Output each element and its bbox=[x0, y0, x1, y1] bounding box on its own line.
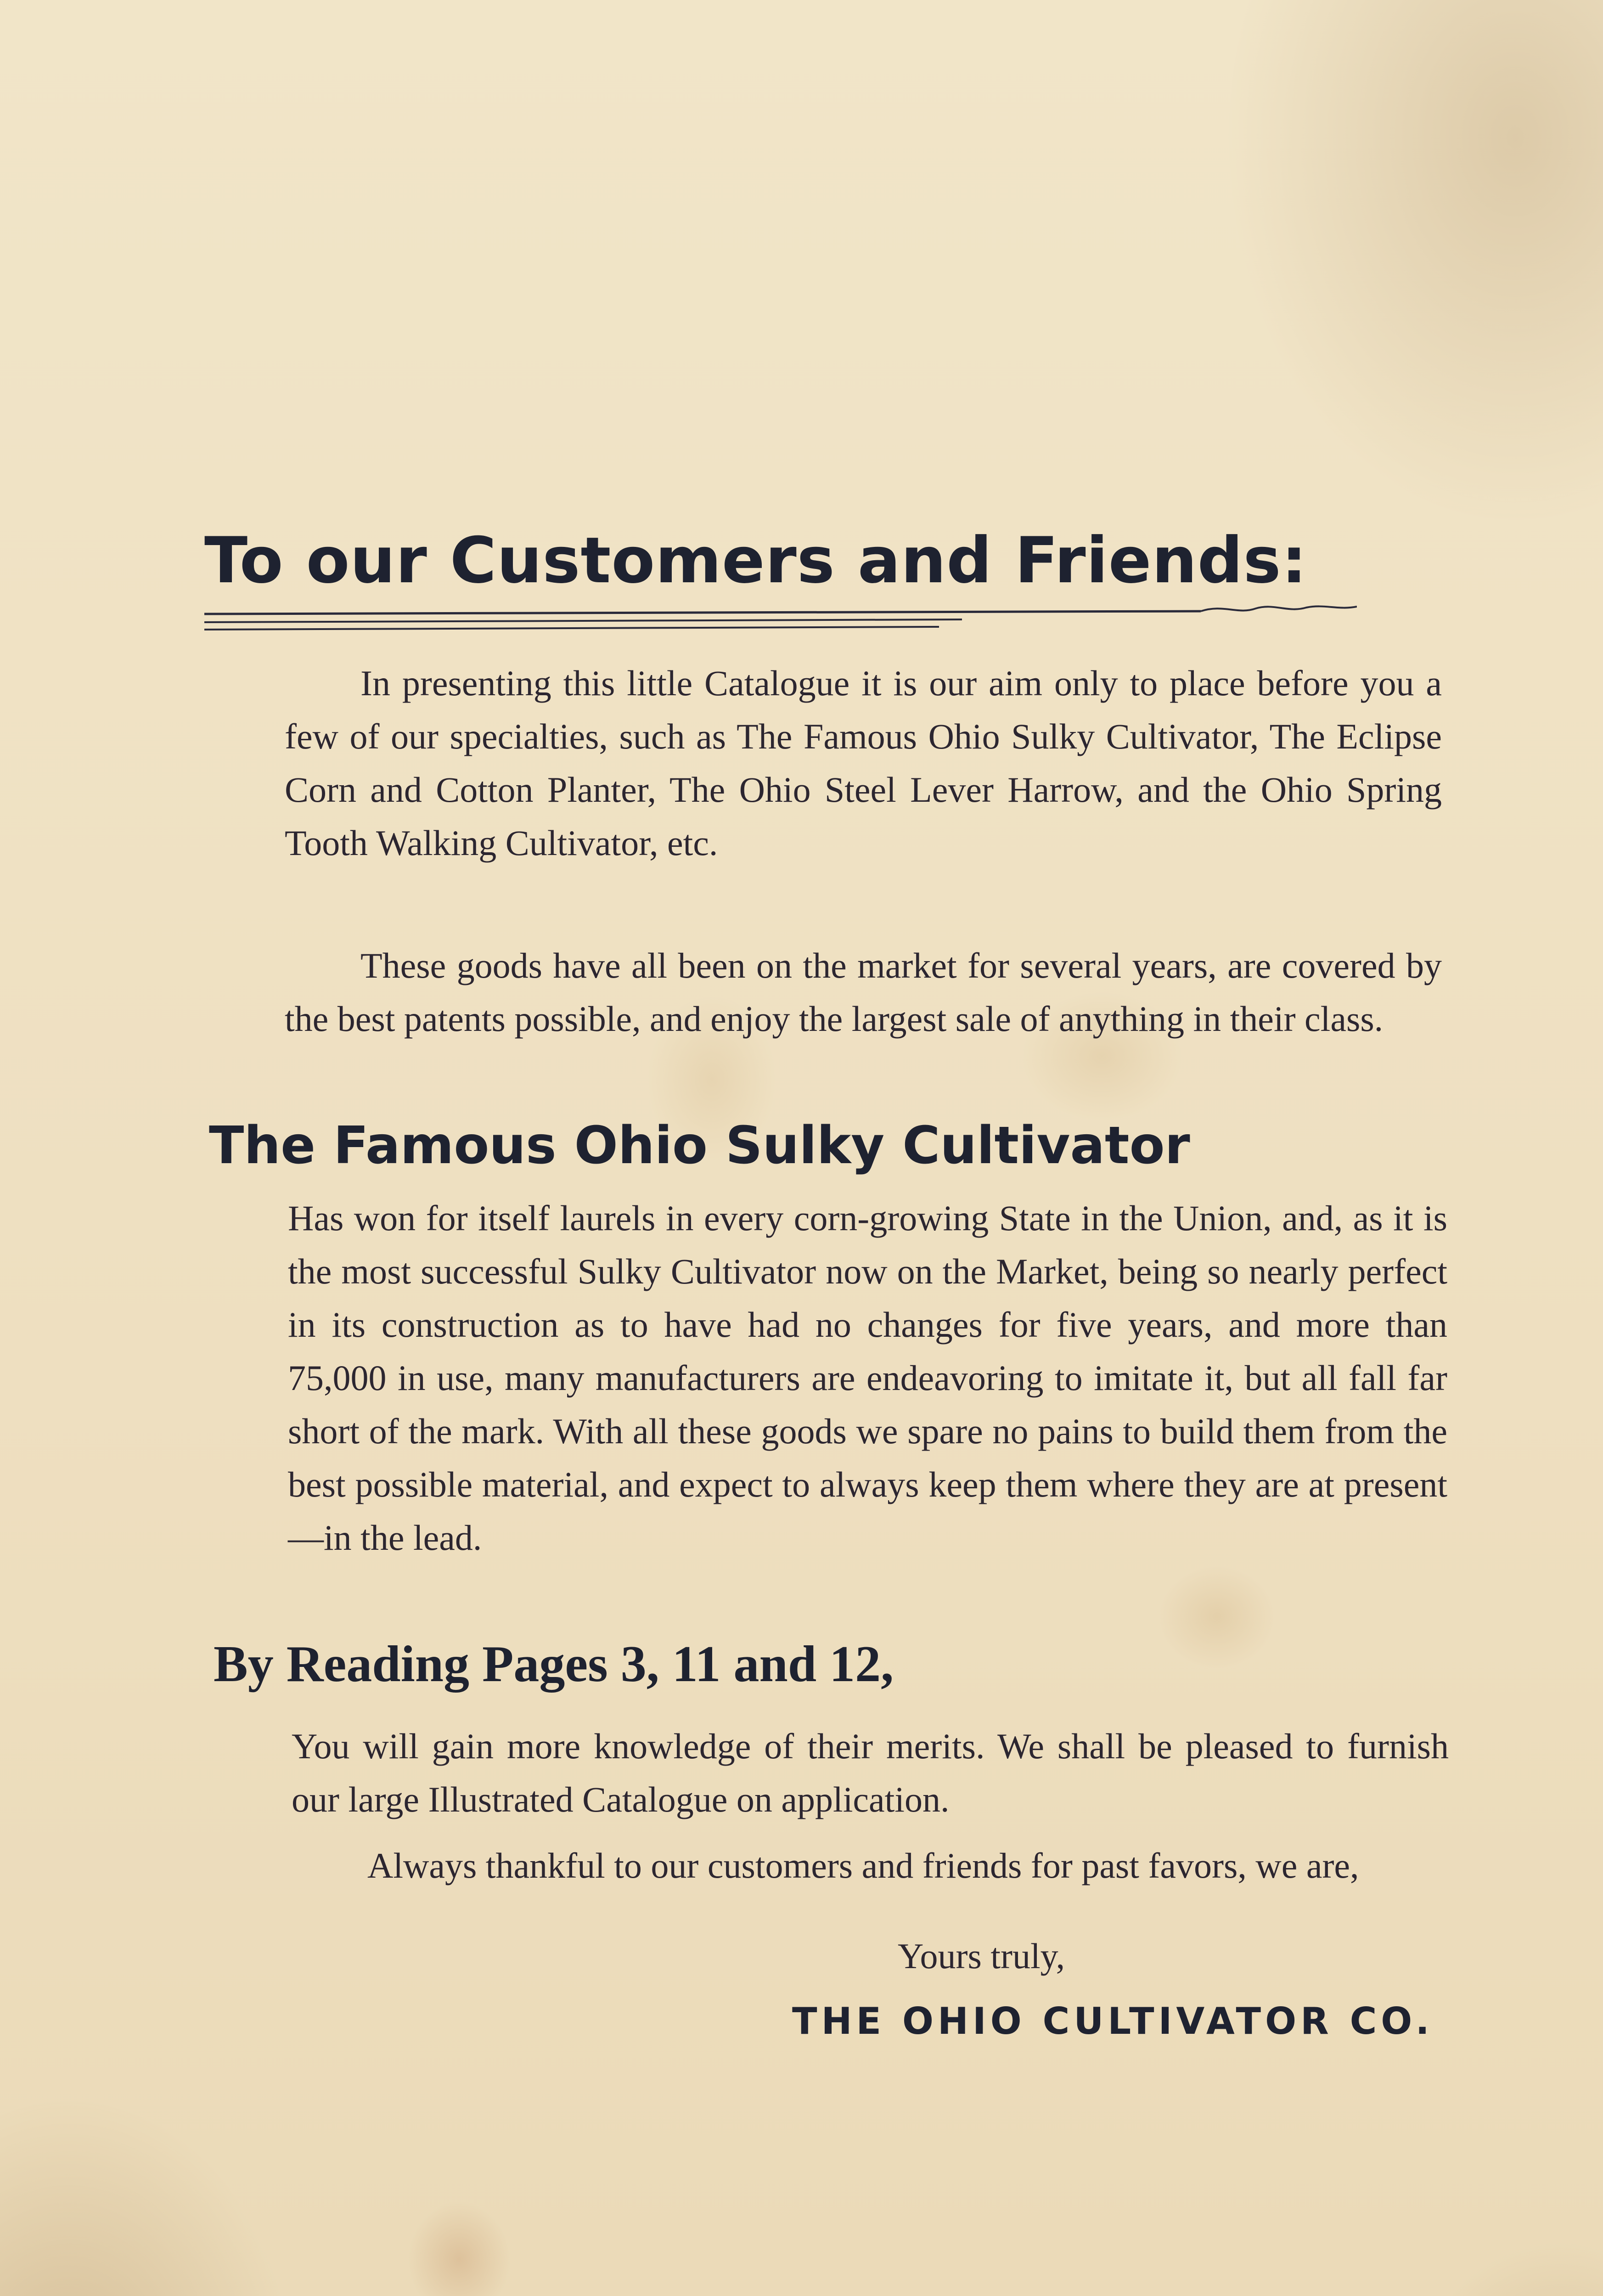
section-heading-sulky-cultivator: The Famous Ohio Sulky Cultivator bbox=[209, 1116, 1190, 1176]
closing-paragraph: Always thankful to our customers and friends for past favors, we are, bbox=[367, 1846, 1359, 1885]
section-body-reading-pages: You will gain more knowledge of their merits. We shall be pleased to furnish our large Illustrated Catalogue on application. bbox=[292, 1726, 1449, 1819]
section-body-sulky-cultivator: Has won for itself laurels in every corn-growing State in the Union, and, as it is the most successful Sulky Cultivator now on the Market, being so nearly perfect in its construction as to have had no changes for five years, and more than 75,000 in use, many manufacturers are endeavoring to imitate it, but all fall far short of the mark. With all these goods we spare no pains to build them from the best possible material, and expect to always keep them where they are at present—in the lead. bbox=[288, 1198, 1447, 1558]
company-signature: THE OHIO CULTIVATOR CO. bbox=[792, 2000, 1434, 2043]
title-underline-rule bbox=[204, 599, 1357, 636]
section-heading-reading-pages: By Reading Pages 3, 11 and 12, bbox=[214, 1636, 894, 1693]
intro-paragraph-1: In presenting this little Catalogue it is our aim only to place before you a few of our specialties, such as The Famous Ohio Sulky Cultivator, The Eclipse Corn and Cotton Planter, The Ohio Steel Lever Harrow, and the Ohio Spring Tooth Walking Cultivator, etc. bbox=[285, 663, 1442, 863]
valediction: Yours truly, bbox=[898, 1936, 1065, 1976]
intro-paragraph-2: These goods have all been on the market for several years, are covered by the best patents possible, and enjoy the largest sale of anything in their class. bbox=[285, 945, 1442, 1039]
page-title: To our Customers and Friends: bbox=[204, 523, 1307, 597]
